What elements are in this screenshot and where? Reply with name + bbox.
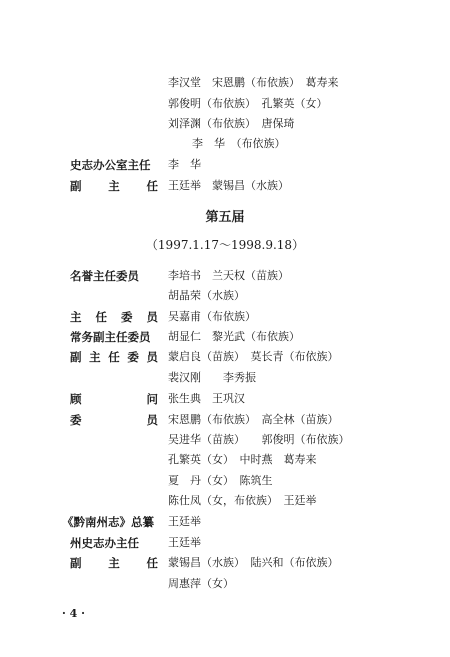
names-line: 宋恩鹏（布依族） 高全林（苗族） bbox=[168, 413, 339, 426]
member-line: 刘泽渊（布依族） 唐保琦 bbox=[168, 117, 295, 130]
member-line: 李汉堂 宋恩鹏（布依族） 葛寿来 bbox=[168, 76, 339, 89]
role-label: 州史志办主任 bbox=[70, 536, 139, 550]
names-line: 陈仕凤（女，布依族） 王廷举 bbox=[168, 494, 317, 507]
member-line: 郭俊明（布依族） 孔繁英（女） bbox=[168, 97, 328, 110]
names-line: 胡显仁 黎光武（布依族） bbox=[168, 330, 300, 343]
role-label: 主任委员 bbox=[70, 310, 158, 324]
names-line: 王廷举 bbox=[168, 536, 201, 549]
role-label: 史志办公室主任 bbox=[70, 158, 151, 172]
session-title: 第五届 bbox=[205, 210, 245, 225]
member-line: 李 华 （布依族） bbox=[192, 137, 286, 150]
role-label: 委 员 bbox=[70, 413, 158, 427]
names-line: 李 华 bbox=[168, 158, 201, 171]
names-line: 王廷举 bbox=[168, 515, 201, 528]
names-line: 吴嘉甫（布依族） bbox=[168, 310, 256, 323]
names-line: 周惠萍（女） bbox=[168, 577, 234, 590]
names-line: 裴汉刚 李秀振 bbox=[168, 371, 256, 384]
role-label: 副 主 任 bbox=[70, 556, 158, 570]
names-line: 张生典 王巩汉 bbox=[168, 392, 245, 405]
role-label: 《黔南州志》总纂 bbox=[62, 515, 154, 529]
names-line: 夏 丹（女） 陈筑生 bbox=[168, 474, 273, 487]
role-label: 副 主 任 bbox=[70, 179, 158, 193]
role-label: 副主任委员 bbox=[70, 350, 158, 364]
page-number: · 4 · bbox=[62, 607, 85, 620]
names-line: 胡晶荣（水族） bbox=[168, 289, 245, 302]
role-label: 顾 问 bbox=[70, 392, 158, 406]
role-label: 名誉主任委员 bbox=[70, 269, 139, 283]
names-line: 蒙启良（苗族） 莫长青（布依族） bbox=[168, 350, 339, 363]
names-line: 孔繁英（女） 中时燕 葛寿来 bbox=[168, 453, 317, 466]
session-dates: （1997.1.17～1998.9.18） bbox=[145, 238, 305, 252]
names-line: 李培书 兰天权（苗族） bbox=[168, 269, 289, 282]
names-line: 王廷举 蒙锡昌（水族） bbox=[168, 179, 289, 192]
role-label: 常务副主任委员 bbox=[70, 330, 151, 344]
names-line: 吴进华（苗族） 郭俊明（布依族） bbox=[168, 433, 350, 446]
names-line: 蒙锡昌（水族） 陆兴和（布依族） bbox=[168, 556, 339, 569]
